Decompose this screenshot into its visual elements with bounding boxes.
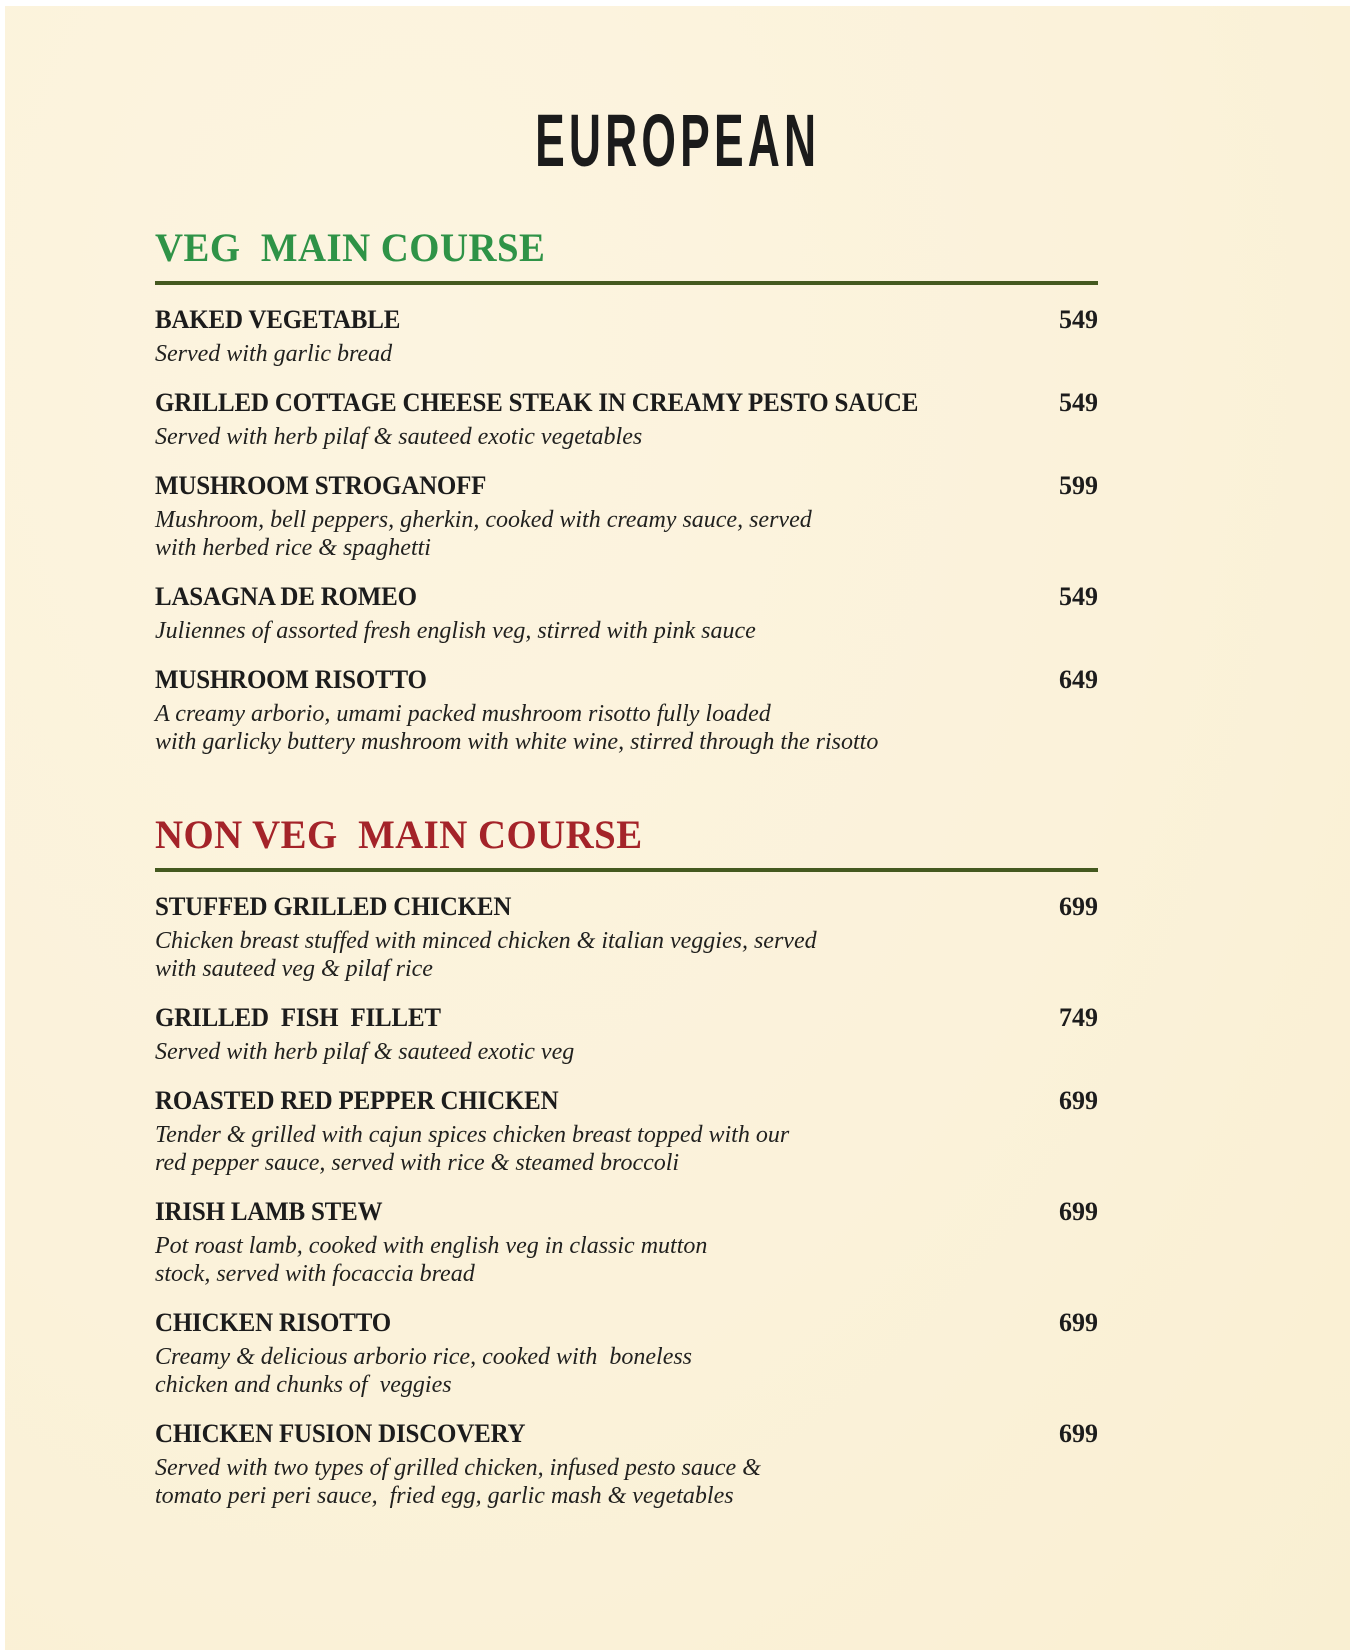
section-non-veg-main-course (155, 812, 1098, 1510)
section-veg-main-course (155, 225, 1098, 756)
item-price: 549 (1059, 388, 1098, 417)
item-row (155, 582, 1098, 612)
item-price: 549 (1059, 582, 1098, 611)
item-description-line: with sauteed veg & pilaf rice (155, 956, 433, 982)
item-row (155, 892, 1098, 922)
item-description-line: Tender & grilled with cajun spices chicken breast topped with our (155, 1122, 790, 1148)
item-name: MUSHROOM STROGANOFF (155, 471, 487, 500)
item-name: BAKED VEGETABLE (155, 305, 401, 334)
item-description-line: with garlicky buttery mushroom with white wine, stirred through the risotto (155, 729, 879, 755)
item-row (155, 388, 1098, 418)
item-price: 699 (1059, 1308, 1098, 1337)
menu-title-wrap (5, 6, 1350, 183)
menu-content (155, 225, 1098, 1510)
item-description-line: Served with two types of grilled chicken, infused pesto sauce & (155, 1455, 761, 1481)
section-heading: VEG MAIN COURSE (155, 225, 546, 270)
item-name: STUFFED GRILLED CHICKEN (155, 892, 512, 921)
item-description-line: red pepper sauce, served with rice & steamed broccoli (155, 1150, 680, 1176)
item-row (155, 305, 1098, 335)
menu-item (155, 1003, 1098, 1066)
item-name: LASAGNA DE ROMEO (155, 582, 417, 611)
page-title: EUROPEAN (534, 99, 821, 182)
menu-item (155, 582, 1098, 645)
item-description (155, 1121, 1098, 1177)
item-name: IRISH LAMB STEW (155, 1197, 383, 1226)
item-description-line: Mushroom, bell peppers, gherkin, cooked with creamy sauce, served (155, 507, 812, 533)
item-price: 699 (1059, 1419, 1098, 1448)
item-description-line: Served with herb pilaf & sauteed exotic veg (155, 1039, 575, 1065)
menu-item (155, 1197, 1098, 1288)
item-description (155, 340, 1098, 368)
menu-item (155, 892, 1098, 983)
menu-item (155, 305, 1098, 368)
item-row (155, 665, 1098, 695)
item-row (155, 1086, 1098, 1116)
menu-item (155, 1308, 1098, 1399)
menu-page (5, 6, 1350, 1650)
item-price: 649 (1059, 665, 1098, 694)
section-divider (155, 281, 1098, 285)
item-description (155, 617, 1098, 645)
item-description (155, 423, 1098, 451)
menu-item (155, 1419, 1098, 1510)
item-description-line: stock, served with focaccia bread (155, 1261, 475, 1287)
item-name: ROASTED RED PEPPER CHICKEN (155, 1086, 559, 1115)
item-description (155, 1232, 1098, 1288)
item-description (155, 1454, 1098, 1510)
item-name: GRILLED COTTAGE CHEESE STEAK IN CREAMY PESTO SAUCE (155, 388, 919, 417)
item-price: 549 (1059, 305, 1098, 334)
item-price: 699 (1059, 1197, 1098, 1226)
item-price: 749 (1059, 1003, 1098, 1032)
item-name: CHICKEN RISOTTO (155, 1308, 391, 1337)
item-name: MUSHROOM RISOTTO (155, 665, 427, 694)
item-row (155, 1308, 1098, 1338)
item-description (155, 1343, 1098, 1399)
item-description (155, 506, 1098, 562)
item-description-line: Served with herb pilaf & sauteed exotic vegetables (155, 424, 643, 450)
item-row (155, 471, 1098, 501)
item-row (155, 1003, 1098, 1033)
item-description-line: with herbed rice & spaghetti (155, 535, 431, 561)
item-description-line: Served with garlic bread (155, 341, 393, 367)
item-description (155, 927, 1098, 983)
item-row (155, 1197, 1098, 1227)
menu-item (155, 471, 1098, 562)
item-name: CHICKEN FUSION DISCOVERY (155, 1419, 526, 1448)
item-price: 699 (1059, 1086, 1098, 1115)
menu-item (155, 388, 1098, 451)
menu-item (155, 1086, 1098, 1177)
menu-item (155, 665, 1098, 756)
item-description-line: A creamy arborio, umami packed mushroom risotto fully loaded (155, 701, 771, 727)
item-description-line: tomato peri peri sauce, fried egg, garlic mash & vegetables (155, 1483, 734, 1509)
item-row (155, 1419, 1098, 1449)
item-price: 699 (1059, 892, 1098, 921)
item-price: 599 (1059, 471, 1098, 500)
section-divider (155, 868, 1098, 872)
item-name: GRILLED FISH FILLET (155, 1003, 441, 1032)
section-heading: NON VEG MAIN COURSE (155, 812, 643, 857)
item-description (155, 1038, 1098, 1066)
item-description-line: Juliennes of assorted fresh english veg, stirred with pink sauce (155, 618, 756, 644)
item-description (155, 700, 1098, 756)
item-description-line: Chicken breast stuffed with minced chicken & italian veggies, served (155, 928, 817, 954)
item-description-line: Pot roast lamb, cooked with english veg in classic mutton (155, 1233, 708, 1259)
item-description-line: Creamy & delicious arborio rice, cooked with boneless (155, 1344, 693, 1370)
item-description-line: chicken and chunks of veggies (155, 1372, 452, 1398)
